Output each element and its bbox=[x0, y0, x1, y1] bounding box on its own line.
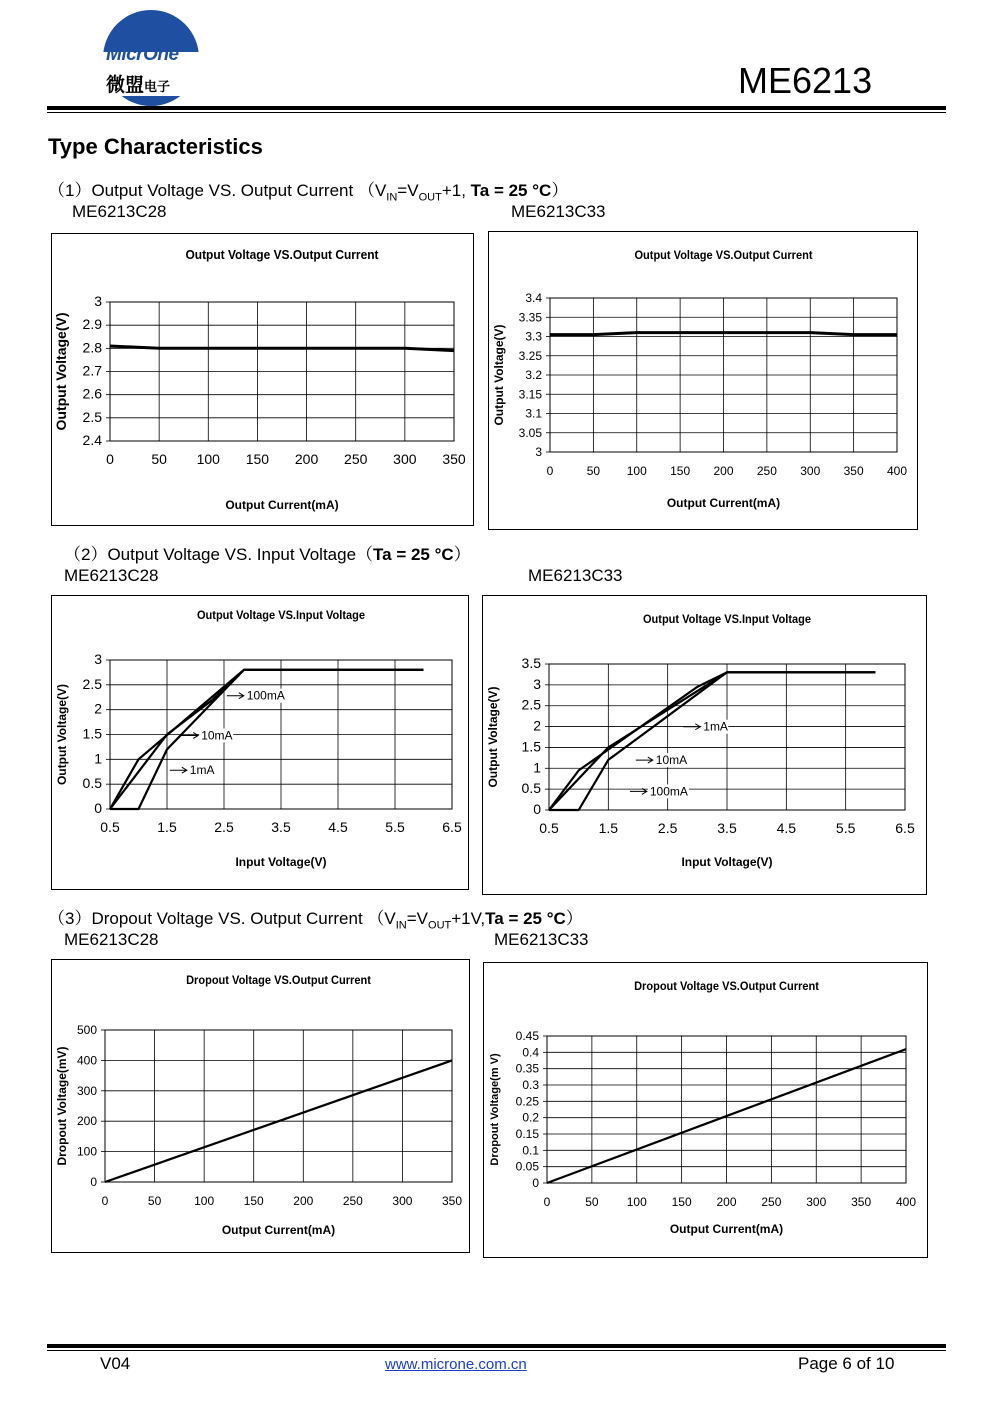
x-tick-label: 150 bbox=[670, 464, 691, 478]
y-tick-label: 0 bbox=[533, 801, 541, 817]
y-tick-label: 3.2 bbox=[525, 368, 542, 382]
y-tick-label: 3 bbox=[535, 445, 542, 459]
x-axis-label: Input Voltage(V) bbox=[681, 855, 773, 869]
x-axis-label: Output Current(mA) bbox=[221, 1223, 336, 1237]
y-tick-label: 2.8 bbox=[82, 339, 102, 356]
y-tick-label: 0.3 bbox=[522, 1078, 539, 1092]
y-tick-label: 1.5 bbox=[521, 738, 541, 755]
y-tick-label: 3.05 bbox=[518, 425, 542, 440]
annotation-label: 10mA bbox=[201, 728, 233, 743]
chart-output-vs-input-c33 bbox=[482, 595, 927, 895]
y-tick-label: 3 bbox=[94, 293, 102, 309]
x-tick-label: 1.5 bbox=[598, 820, 619, 836]
y-tick-label: 200 bbox=[76, 1114, 97, 1129]
y-tick-label: 3.35 bbox=[518, 310, 542, 325]
logo-text-en: MicrOne bbox=[106, 44, 179, 65]
x-tick-label: 1.5 bbox=[157, 819, 177, 835]
logo-text-cn: 微盟电子 bbox=[106, 75, 171, 96]
x-axis-label: Output Current(mA) bbox=[225, 498, 339, 512]
x-tick-label: 150 bbox=[245, 451, 270, 467]
section-title: Type Characteristics bbox=[48, 134, 263, 159]
x-tick-label: 300 bbox=[806, 1195, 827, 1209]
y-tick-label: 2.9 bbox=[82, 316, 102, 333]
annotation-arrow bbox=[683, 724, 700, 730]
y-axis-label: Dropout Voltage(mV) bbox=[55, 1046, 69, 1166]
x-tick-label: 50 bbox=[147, 1194, 162, 1208]
chart-title: Output Voltage VS.Input Voltage bbox=[642, 613, 812, 627]
chart-title: Output Voltage VS.Output Current bbox=[185, 247, 379, 263]
x-tick-label: 0 bbox=[101, 1194, 109, 1208]
x-tick-label: 6.5 bbox=[895, 820, 915, 836]
x-tick-label: 350 bbox=[851, 1195, 872, 1209]
x-tick-label: 200 bbox=[294, 451, 319, 467]
chart-output-vs-current-c33 bbox=[488, 231, 918, 530]
y-tick-label: 2.5 bbox=[521, 696, 541, 713]
chart-svg bbox=[52, 960, 469, 1252]
x-tick-label: 100 bbox=[196, 451, 220, 467]
part-label: ME6213C28 bbox=[64, 930, 159, 949]
y-tick-label: 3.25 bbox=[518, 348, 542, 363]
y-tick-label: 2.5 bbox=[82, 408, 102, 425]
y-tick-label: 3.5 bbox=[521, 655, 541, 671]
x-tick-label: 350 bbox=[442, 451, 466, 467]
y-tick-label: 100 bbox=[76, 1144, 97, 1159]
footer-rule-thin bbox=[47, 1350, 946, 1351]
y-tick-label: 3.3 bbox=[525, 329, 542, 344]
chart-svg bbox=[489, 232, 917, 529]
y-tick-label: 0.25 bbox=[515, 1094, 539, 1109]
y-axis-label: Output Voltage(V) bbox=[486, 686, 500, 788]
x-tick-label: 50 bbox=[585, 1195, 599, 1209]
annotation-label: 100mA bbox=[246, 688, 285, 703]
x-tick-label: 100 bbox=[626, 1195, 647, 1209]
y-tick-label: 400 bbox=[76, 1053, 97, 1068]
y-axis-label: Output Voltage(V) bbox=[492, 324, 506, 426]
x-tick-label: 2.5 bbox=[214, 819, 234, 835]
chart-dropout-vs-current-c28 bbox=[51, 959, 470, 1253]
y-tick-label: 0.4 bbox=[522, 1045, 539, 1060]
x-tick-label: 5.5 bbox=[385, 819, 405, 835]
y-axis-label: Output Voltage(V) bbox=[53, 312, 69, 431]
x-tick-label: 250 bbox=[342, 1194, 363, 1208]
part-label: ME6213C28 bbox=[72, 202, 167, 221]
chart-title: Output Voltage VS.Output Current bbox=[634, 249, 813, 263]
x-tick-label: 3.5 bbox=[271, 819, 291, 835]
y-tick-label: 3.4 bbox=[525, 291, 542, 305]
caption-output-vs-current: （1）Output Voltage VS. Output Current （$V_{IN}=V_{OUT}+1$, Ta = 25 °C） bbox=[48, 181, 569, 204]
part-label: ME6213C28 bbox=[64, 566, 159, 585]
x-tick-label: 200 bbox=[293, 1194, 314, 1208]
plot-area bbox=[105, 1030, 452, 1182]
x-tick-label: 0 bbox=[543, 1195, 551, 1209]
y-axis-label: Dropout Voltage(m V) bbox=[489, 1053, 501, 1166]
y-tick-label: 0.5 bbox=[521, 780, 541, 797]
annotation-label: 1mA bbox=[189, 763, 215, 778]
y-tick-label: 3 bbox=[533, 675, 541, 692]
caption-output-vs-input: （2）Output Voltage VS. Input Voltage（Ta = 25 °C） bbox=[64, 545, 471, 564]
y-tick-label: 2 bbox=[94, 700, 102, 717]
chart-dropout-vs-current-c33 bbox=[483, 962, 928, 1258]
x-tick-label: 250 bbox=[756, 464, 777, 478]
x-tick-label: 250 bbox=[761, 1195, 782, 1209]
y-tick-label: 2.6 bbox=[82, 385, 102, 402]
y-tick-label: 0.05 bbox=[515, 1159, 539, 1174]
document-title: ME6213 bbox=[738, 60, 873, 101]
chart-svg bbox=[483, 596, 926, 894]
y-tick-label: 3.1 bbox=[525, 406, 542, 421]
chart-svg bbox=[52, 234, 473, 525]
series-line bbox=[110, 346, 454, 351]
footer-website-link[interactable]: www.microne.com.cn bbox=[385, 1356, 527, 1373]
x-tick-label: 3.5 bbox=[717, 820, 737, 836]
annotation-arrow bbox=[636, 757, 653, 763]
x-tick-label: 4.5 bbox=[776, 820, 797, 836]
y-tick-label: 300 bbox=[76, 1083, 97, 1098]
chart-title: Output Voltage VS.Input Voltage bbox=[196, 609, 366, 623]
x-tick-label: 4.5 bbox=[328, 819, 348, 835]
y-tick-label: 1.5 bbox=[82, 725, 102, 742]
y-tick-label: 500 bbox=[76, 1023, 97, 1037]
x-tick-label: 100 bbox=[194, 1194, 215, 1208]
y-tick-label: 0 bbox=[532, 1176, 539, 1190]
y-tick-label: 0 bbox=[90, 1175, 97, 1189]
part-label: ME6213C33 bbox=[528, 566, 623, 585]
y-tick-label: 2 bbox=[533, 717, 541, 734]
y-tick-label: 2.7 bbox=[82, 362, 102, 379]
footer-version: V04 bbox=[100, 1354, 131, 1373]
x-axis-label: Output Current(mA) bbox=[666, 496, 781, 510]
x-tick-label: 250 bbox=[344, 451, 368, 467]
y-tick-label: 0.45 bbox=[515, 1029, 539, 1043]
x-tick-label: 100 bbox=[626, 464, 647, 478]
x-tick-label: 350 bbox=[843, 464, 864, 478]
annotation-arrow bbox=[227, 693, 244, 699]
x-tick-label: 0.5 bbox=[539, 820, 559, 836]
y-tick-label: 0.1 bbox=[522, 1143, 539, 1158]
x-tick-label: 0 bbox=[546, 464, 554, 478]
x-tick-label: 5.5 bbox=[835, 820, 856, 836]
x-tick-label: 150 bbox=[671, 1195, 692, 1209]
x-tick-label: 200 bbox=[713, 464, 734, 478]
y-tick-label: 3 bbox=[94, 651, 102, 667]
caption-dropout-vs-current: （3）Dropout Voltage VS. Output Current （$V_{IN}=V_{OUT}+1V,Ta = 25$ °C） bbox=[48, 909, 583, 932]
y-axis-label: Output Voltage(V) bbox=[55, 683, 69, 786]
y-tick-label: 2.4 bbox=[82, 432, 102, 448]
y-tick-label: 0.5 bbox=[82, 775, 102, 792]
y-tick-label: 0.2 bbox=[522, 1110, 539, 1125]
x-tick-label: 150 bbox=[243, 1194, 264, 1208]
chart-title: Dropout Voltage VS.Output Current bbox=[634, 980, 819, 994]
x-tick-label: 200 bbox=[716, 1195, 737, 1209]
chart-output-vs-input-c28 bbox=[51, 595, 469, 890]
y-tick-label: 3.15 bbox=[518, 387, 542, 402]
chart-svg bbox=[484, 963, 927, 1257]
part-label: ME6213C33 bbox=[511, 202, 606, 221]
footer-rule-thick bbox=[47, 1344, 946, 1348]
x-tick-label: 400 bbox=[886, 464, 908, 478]
x-axis-label: Input Voltage(V) bbox=[235, 855, 327, 869]
y-tick-label: 1 bbox=[94, 750, 102, 767]
part-label: ME6213C33 bbox=[494, 930, 589, 949]
header-rule-thin bbox=[47, 112, 946, 113]
annotation-arrow bbox=[170, 767, 187, 773]
x-tick-label: 50 bbox=[586, 464, 601, 478]
x-tick-label: 350 bbox=[441, 1194, 463, 1208]
chart-title: Dropout Voltage VS.Output Current bbox=[186, 974, 371, 988]
y-tick-label: 0.35 bbox=[515, 1061, 539, 1076]
x-tick-label: 300 bbox=[800, 464, 821, 478]
y-tick-label: 2.5 bbox=[82, 675, 102, 692]
footer-page-number: Page 6 of 10 bbox=[798, 1354, 895, 1373]
x-tick-label: 2.5 bbox=[657, 820, 678, 836]
annotation-label: 1mA bbox=[703, 719, 728, 734]
x-axis-label: Output Current(mA) bbox=[669, 1222, 784, 1236]
x-tick-label: 300 bbox=[393, 451, 417, 467]
chart-output-vs-current-c28 bbox=[51, 233, 474, 526]
x-tick-label: 50 bbox=[151, 451, 167, 467]
chart-svg bbox=[52, 596, 468, 889]
header-rule-thick bbox=[47, 106, 946, 110]
x-tick-label: 300 bbox=[392, 1194, 413, 1208]
x-tick-label: 400 bbox=[895, 1195, 917, 1209]
annotation-label: 100mA bbox=[649, 784, 688, 799]
annotation-label: 10mA bbox=[655, 753, 688, 768]
x-tick-label: 6.5 bbox=[442, 819, 462, 835]
x-tick-label: 0 bbox=[106, 451, 114, 467]
x-tick-label: 0.5 bbox=[100, 819, 120, 835]
y-tick-label: 1 bbox=[533, 759, 541, 776]
y-tick-label: 0.15 bbox=[515, 1127, 539, 1141]
y-tick-label: 0 bbox=[94, 800, 102, 816]
